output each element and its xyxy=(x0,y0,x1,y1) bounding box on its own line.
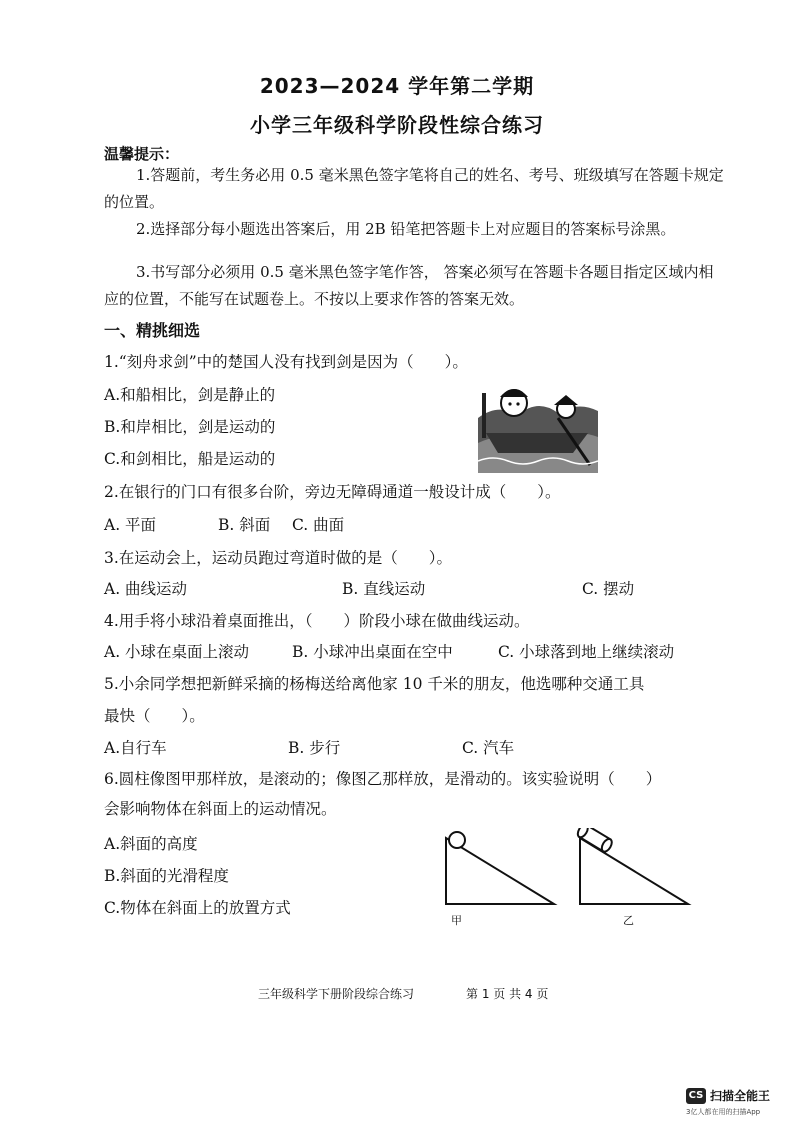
footer-course-name: 三年级科学下册阶段综合练习 xyxy=(258,987,415,1001)
question-1-option-b: B.和岸相比，剑是运动的 xyxy=(104,418,276,436)
question-6-option-c: C.物体在斜面上的放置方式 xyxy=(104,899,291,917)
incline-figure-yi xyxy=(574,828,694,908)
question-3-option-b: B. 直线运动 xyxy=(342,580,426,598)
question-1-option-c: C.和剑相比，船是运动的 xyxy=(104,450,276,468)
section-heading: 一、精挑细选 xyxy=(104,321,201,340)
page-subtitle: 小学三年级科学阶段性综合练习 xyxy=(250,113,544,137)
tips-heading: 温馨提示： xyxy=(104,145,180,163)
camscanner-tagline: 3亿人都在用的扫描App xyxy=(686,1108,761,1116)
camscanner-name: 扫描全能王 xyxy=(710,1089,771,1103)
tip-item-2: 2.选择部分每小题选出答案后，用 2B 铅笔把答题卡上对应题目的答案标号涂黑。 xyxy=(136,220,676,238)
question-6-option-a: A.斜面的高度 xyxy=(104,835,198,853)
incline-figure-jia xyxy=(440,828,560,908)
question-1-stem: 1.“刻舟求剑”中的楚国人没有找到剑是因为（ ）。 xyxy=(104,353,468,371)
question-4-option-b: B. 小球冲出桌面在空中 xyxy=(292,643,453,661)
footer-page-number: 第 1 页 共 4 页 xyxy=(466,987,549,1001)
tip-item-1: 1.答题前，考生务必用 0.5 毫米黑色签字笔将自己的姓名、考号、班级填写在答题卡规定的位置。 xyxy=(104,166,724,211)
question-4-stem: 4.用手将小球沿着桌面推出，（ ）阶段小球在做曲线运动。 xyxy=(104,612,530,630)
question-3-stem: 3.在运动会上，运动员跑过弯道时做的是（ ）。 xyxy=(104,549,453,567)
figure-label-yi: 乙 xyxy=(623,914,634,927)
question-5-option-b: B. 步行 xyxy=(288,739,341,757)
question-2-option-b: B. 斜面 xyxy=(218,516,271,534)
question-5-stem-line-2: 最快（ ）。 xyxy=(104,707,205,725)
question-6-stem-line-2: 会影响物体在斜面上的运动情况。 xyxy=(104,800,337,818)
tip-item-3: 3.书写部分必须用 0.5 毫米黑色签字笔作答， 答案必须写在答题卡各题目指定区域内相应的位置，不能写在试题卷上。不按以上要求作答的答案无效。 xyxy=(104,263,714,308)
question-2-option-a: A. 平面 xyxy=(104,516,157,534)
question-1-option-a: A.和船相比，剑是静止的 xyxy=(104,386,276,404)
question-4-option-c: C. 小球落到地上继续滚动 xyxy=(498,643,675,661)
question-3-option-a: A. 曲线运动 xyxy=(104,580,188,598)
question-3-option-c: C. 摆动 xyxy=(582,580,635,598)
question-4-option-a: A. 小球在桌面上滚动 xyxy=(104,643,250,661)
figure-label-jia: 甲 xyxy=(451,914,462,927)
page-title: 2023—2024 学年第二学期 xyxy=(259,74,535,98)
question-5-option-a: A.自行车 xyxy=(104,739,167,757)
question-5-option-c: C. 汽车 xyxy=(462,739,515,757)
question-6-option-b: B.斜面的光滑程度 xyxy=(104,867,229,885)
camscanner-logo: CS xyxy=(686,1088,706,1104)
question-2-option-c: C. 曲面 xyxy=(292,516,345,534)
boat-scene-illustration xyxy=(478,373,598,473)
question-5-stem-line-1: 5.小余同学想把新鲜采摘的杨梅送给离他家 10 千米的朋友，他选哪种交通工具 xyxy=(104,675,645,693)
question-6-stem-line-1: 6.圆柱像图甲那样放，是滚动的；像图乙那样放，是滑动的。该实验说明（ ） xyxy=(104,770,662,788)
question-2-stem: 2.在银行的门口有很多台阶，旁边无障碍通道一般设计成（ ）。 xyxy=(104,483,561,501)
